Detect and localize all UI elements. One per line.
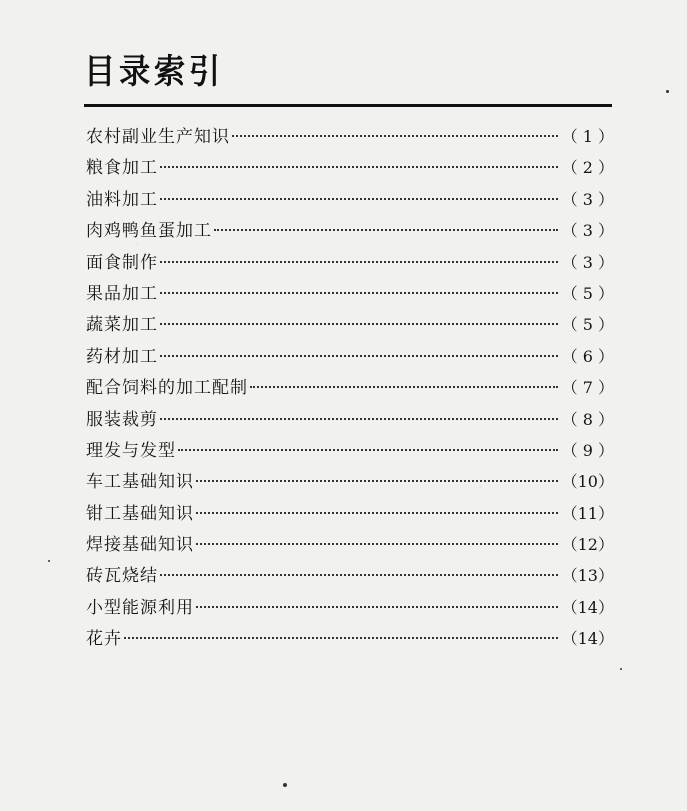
toc-entry-page: （ 9 ） [561, 440, 614, 460]
scan-speck [620, 668, 622, 670]
dot-leader [160, 418, 558, 420]
toc-entry-page: （ 3 ） [561, 252, 614, 272]
dot-leader [160, 574, 558, 576]
toc-entry-page: （ 3 ） [561, 189, 614, 209]
toc-entry [86, 435, 614, 466]
dot-leader [196, 512, 558, 514]
toc-entry-page: （ 3 ） [561, 221, 614, 241]
toc-entry [86, 372, 614, 403]
toc-entry [86, 498, 614, 529]
toc-entry [86, 121, 614, 152]
dot-leader [196, 543, 558, 545]
toc-entry-label: 焊接基础知识 [86, 535, 194, 556]
table-of-contents [86, 121, 614, 655]
dot-leader [160, 355, 558, 357]
toc-entry-label: 钳工基础知识 [86, 503, 194, 524]
toc-entry [86, 560, 614, 591]
toc-entry-label: 车工基础知识 [86, 472, 194, 493]
toc-entry-label: 油料加工 [86, 189, 158, 210]
toc-entry [86, 247, 614, 278]
toc-entry-page: （ 1 ） [561, 127, 614, 146]
toc-entry-page: （10） [561, 472, 614, 492]
toc-entry-label: 蔬菜加工 [86, 315, 158, 336]
dot-leader [214, 229, 558, 231]
toc-entry-page: （11） [561, 503, 614, 523]
dot-leader [232, 135, 558, 137]
scan-speck [666, 90, 669, 93]
toc-entry-label: 理发与发型 [86, 440, 176, 461]
toc-entry-label: 药材加工 [86, 346, 158, 367]
toc-entry-label: 小型能源利用 [86, 597, 194, 618]
toc-entry [86, 184, 614, 215]
toc-entry-label: 面食制作 [86, 252, 158, 273]
toc-entry-page: （14） [561, 597, 614, 617]
scan-speck [283, 783, 287, 787]
toc-entry [86, 404, 614, 435]
toc-entry-label: 配合饲料的加工配制 [86, 378, 248, 399]
toc-entry-page: （ 8 ） [561, 409, 614, 429]
toc-entry-label: 粮食加工 [86, 158, 158, 179]
toc-entry-label: 果品加工 [86, 283, 158, 304]
toc-entry-page: （13） [561, 566, 614, 586]
toc-entry-page: （12） [561, 535, 614, 555]
toc-entry [86, 529, 614, 560]
toc-entry-page: （ 7 ） [561, 378, 614, 398]
toc-entry [86, 215, 614, 246]
dot-leader [196, 480, 558, 482]
page-title: 目录索引 [84, 52, 224, 92]
toc-entry-label: 花卉 [86, 629, 122, 650]
dot-leader [178, 449, 558, 451]
toc-entry-label: 肉鸡鸭鱼蛋加工 [86, 221, 212, 242]
dot-leader [250, 386, 558, 388]
toc-entry [86, 623, 614, 654]
toc-entry-label: 服装裁剪 [86, 409, 158, 430]
toc-entry-page: （ 2 ） [561, 158, 614, 178]
dot-leader [196, 606, 558, 608]
toc-entry-page: （14） [561, 629, 614, 649]
toc-entry [86, 592, 614, 623]
toc-entry [86, 309, 614, 340]
toc-entry [86, 278, 614, 309]
scan-speck [48, 560, 50, 562]
dot-leader [160, 198, 558, 200]
dot-leader [160, 292, 558, 294]
toc-entry [86, 152, 614, 183]
dot-leader [160, 166, 558, 168]
dot-leader [124, 637, 558, 639]
title-divider [84, 104, 612, 107]
dot-leader [160, 261, 558, 263]
toc-entry-page: （ 6 ） [561, 346, 614, 366]
toc-entry-page: （ 5 ） [561, 283, 614, 303]
toc-entry [86, 341, 614, 372]
toc-entry [86, 466, 614, 497]
dot-leader [160, 323, 558, 325]
toc-entry-label: 砖瓦烧结 [86, 566, 158, 587]
toc-entry-label: 农村副业生产知识 [86, 127, 230, 147]
toc-entry-page: （ 5 ） [561, 315, 614, 335]
